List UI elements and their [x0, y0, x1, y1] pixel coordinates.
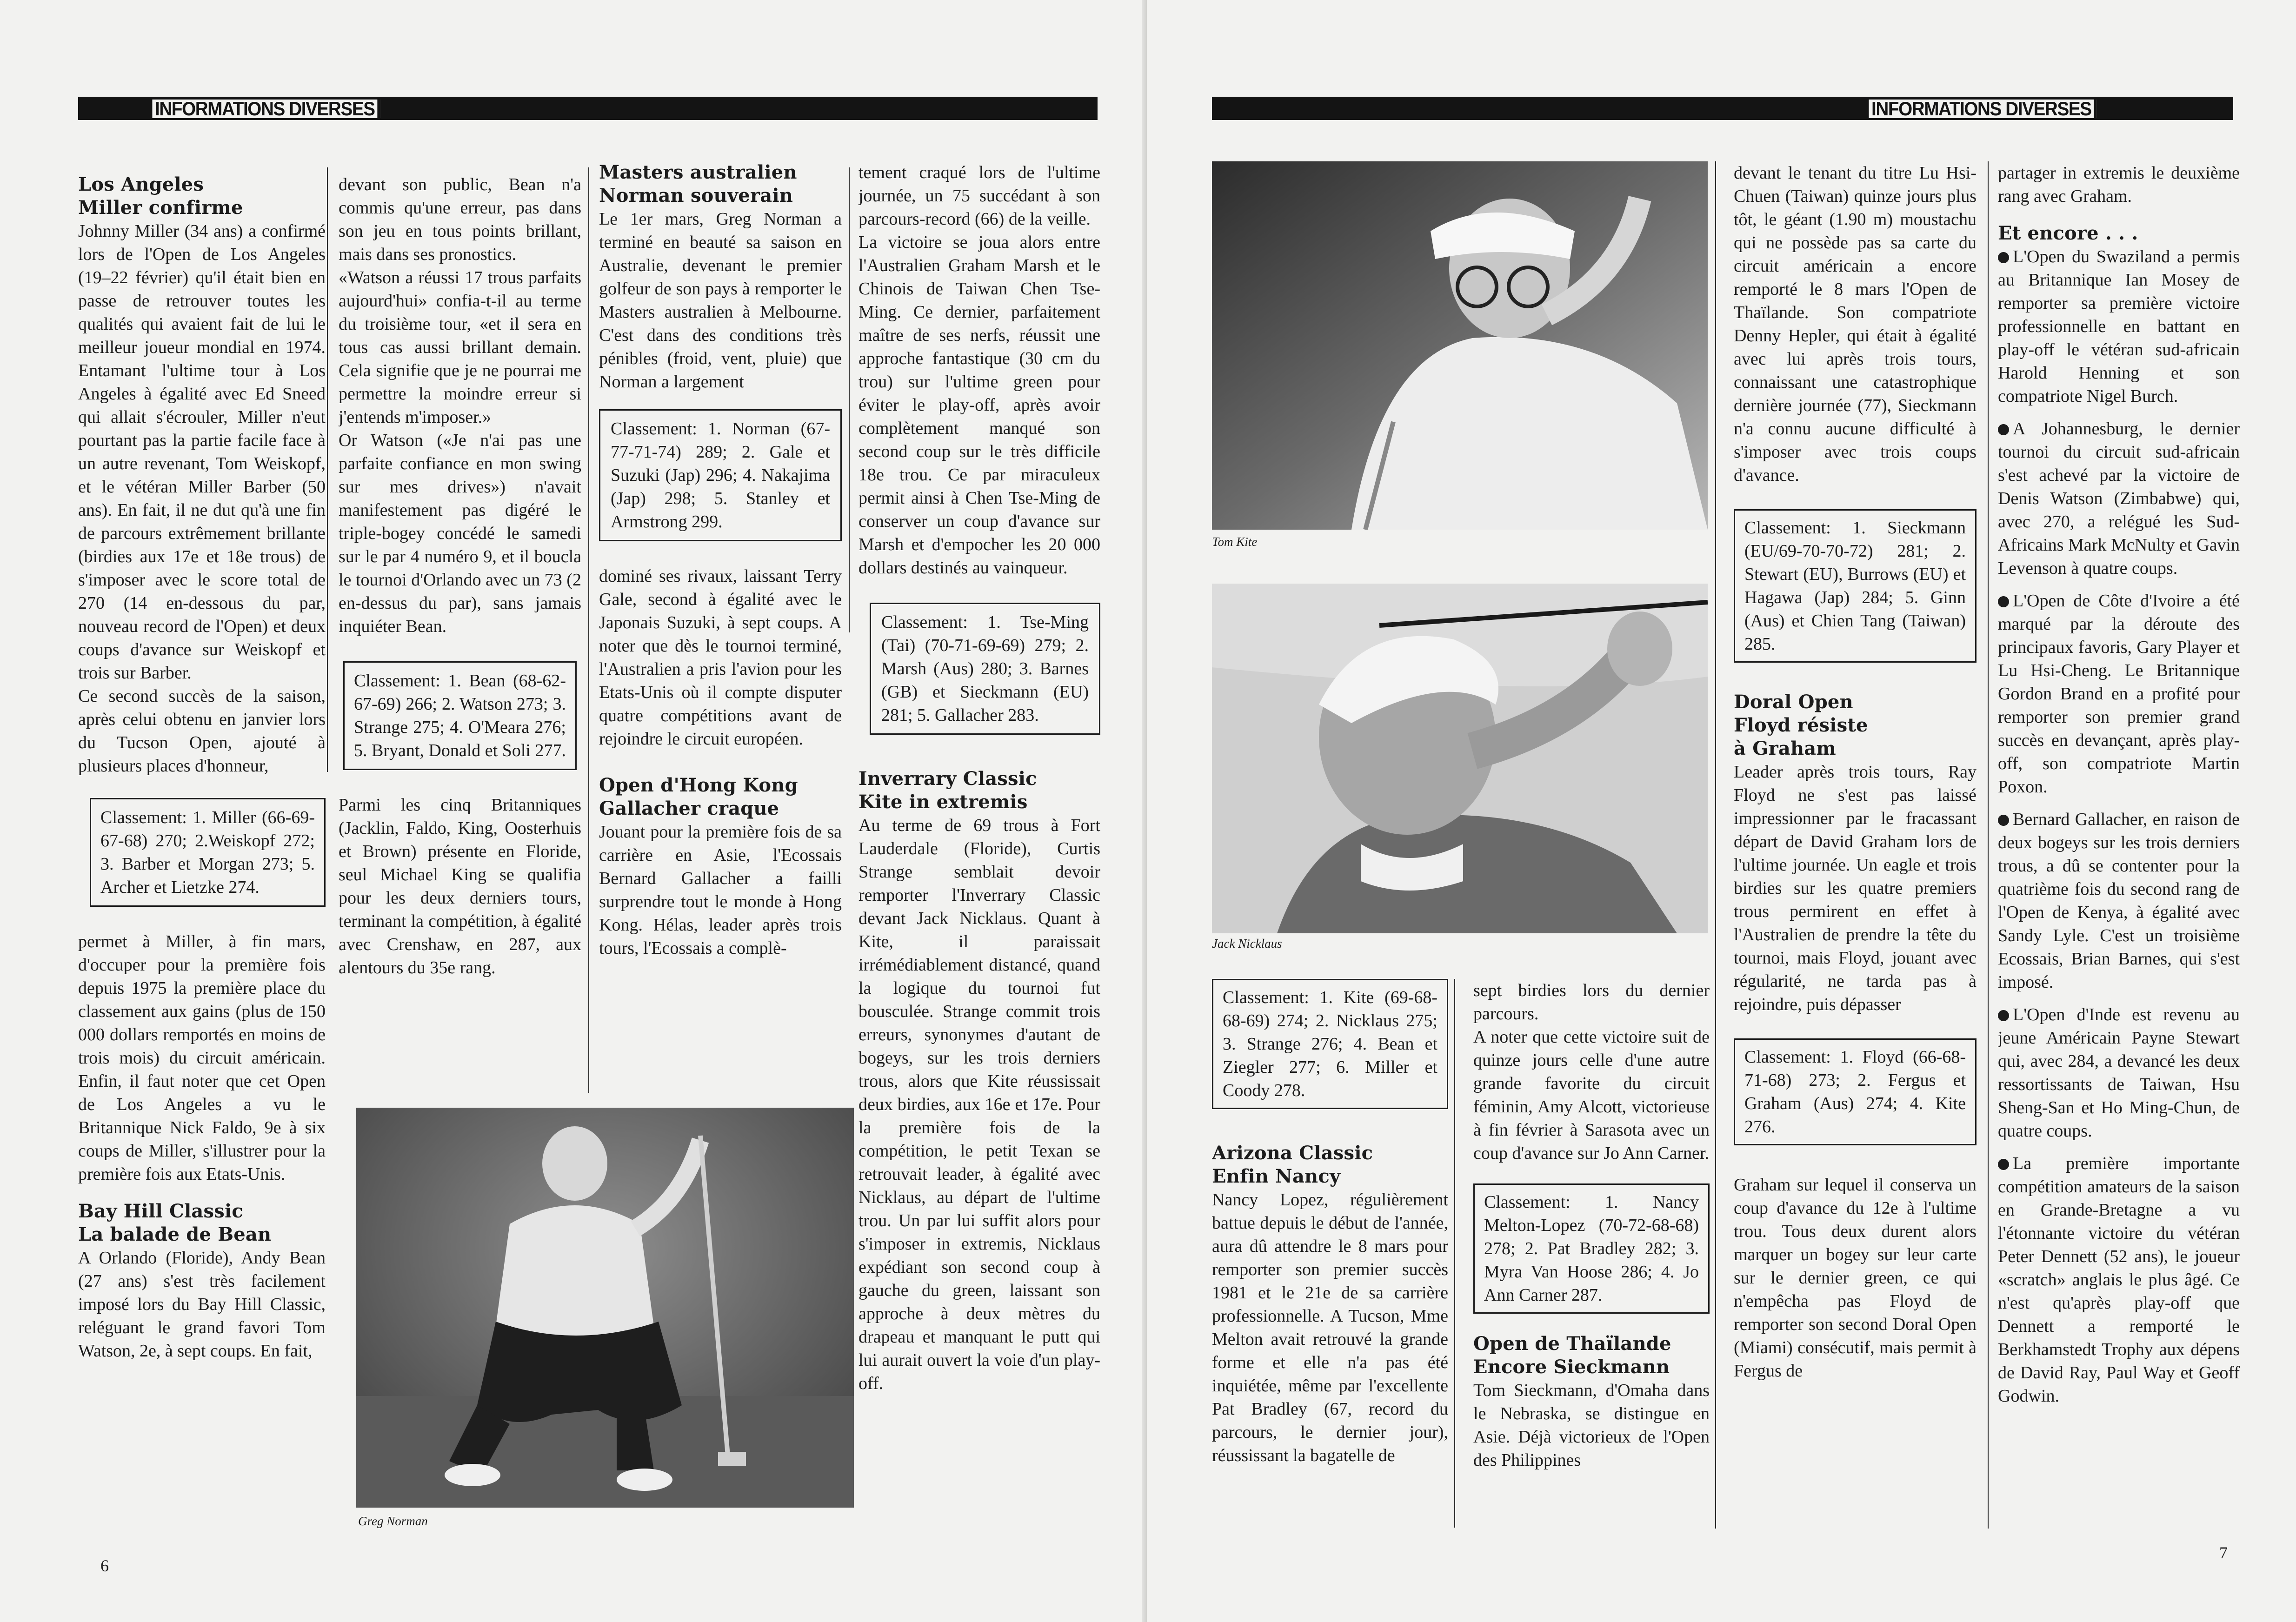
article-subheading: Miller confirme — [78, 197, 243, 219]
article-paragraph: Or Watson («Je n'ai pas une parfaite confiance en mon swing sur mes drives») n'avait manifestement pas digéré le triple-bogey concédé le samedi sur le par 4 numéro 9, et il boucla le tournoi d'Orlando avec un 73 (2 en-dessus du par), sans jamais inquiéter Bean. — [339, 431, 581, 636]
results-box: Classement: 1. Miller (66-69-67-68) 270; 2.Weiskopf 272; 3. Barber et Morgan 273; 5. Archer et Lietzke 274. — [90, 798, 326, 907]
results-box: Classement: 1. Sieckmann (EU/69-70-70-72) 281; 2. Stewart (EU), Burrows (EU) et Hagawa (Jap) 284; 5. Ginn (Aus) et Chien Tang (Taiwan) 285. — [1734, 509, 1977, 663]
results-box: Classement: 1. Tse-Ming (Tai) (70-71-69-69) 279; 2. Marsh (Aus) 280; 3. Barnes (GB) et Sieckmann (EU) 281; 5. Gallacher 283. — [870, 603, 1100, 735]
golfer-photo-nicklaus — [1212, 584, 1708, 933]
column-rule — [849, 167, 850, 632]
results-box: Classement: 1. Bean (68-62-67-69) 266; 2. Watson 273; 3. Strange 275; 4. O'Meara 276; 5. Bryant, Donald et Soli 277. — [343, 661, 577, 770]
photo-caption: Greg Norman — [358, 1514, 428, 1528]
bullet-icon — [1998, 596, 2009, 607]
article-subheading: Enfin Nancy — [1212, 1165, 1341, 1187]
left-column-1 — [78, 173, 326, 1508]
right-page — [1147, 0, 2296, 1622]
column-rule — [588, 167, 589, 1093]
left-page — [0, 0, 1147, 1622]
results-box: Classement: 1. Floyd (66-68-71-68) 273; 2. Fergus et Graham (Aus) 274; 4. Kite 276. — [1734, 1038, 1977, 1145]
article-paragraph: Nancy Lopez, régulièrement battue depuis le début de l'année, aura dû attendre le 8 mars pour remporter son premier succès 1981 et le 21e de sa carrière professionnelle. A Tucson, Mme Melton avait retrouvé la grande forme et elle n'a pas été inquiétée, même par l'excellente Pat Bradley (67, record du parcours, le dernier jour), réussissant la bagatelle de — [1212, 1190, 1448, 1465]
left-column-4 — [859, 161, 1100, 1528]
article-paragraph: Ce second succès de la saison, après celui obtenu en janvier lors du Tucson Open, ajouté à plusieurs places d'honneur, — [78, 686, 326, 776]
article-paragraph: Johnny Miller (34 ans) a confirmé lors de l'Open de Los Angeles (19–22 février) qu'il était bien en passe de retrouver toutes les qualités qui avaient fait de lui le meilleur joueur mondial en 1974. Entamant l'ultime tour à Los Angeles à égalité avec Ed Sneed qui allait s'écrouler, Miller n'eut pourtant pas la partie facile face à un autre revenant, Tom Weiskopf, et le vétéran Miller Barber (50 ans). En fait, il ne dut qu'à une fin de parcours extrêmement brillante (birdies aux 17e et 18e trous) de s'imposer avec le score total de 270 (14 en-dessous du par, nouveau record de l'Open) et deux coups d'avance sur Weiskopf et trois sur Barber. — [78, 221, 326, 683]
right-column-2 — [1473, 979, 1710, 1528]
column-rule — [1988, 161, 1989, 1529]
article-paragraph: tement craqué lors de l'ultime journée, un 75 succédant à son parcours-record (66) de la veille. — [859, 163, 1100, 229]
bullet-icon — [1998, 1010, 2009, 1021]
article-paragraph: A Orlando (Floride), Andy Bean (27 ans) s'est très facilement imposé lors du Bay Hill Classic, reléguant le grand favori Tom Watson, 2e, à sept coups. En fait, — [78, 1248, 326, 1361]
article-subheading: Encore Sieckmann — [1473, 1356, 1670, 1378]
bullet-text: L'Open du Swaziland a permis au Britannique Ian Mosey de remporter sa première victoire professionnelle en battant en play-off le vétéran sud-africain Harold Henning et son compatriote Nigel Burch. — [1998, 247, 2240, 406]
bullet-icon — [1998, 252, 2009, 263]
article-paragraph: devant le tenant du titre Lu Hsi-Chuen (Taiwan) quinze jours plus tôt, le géant (1.90 m) moustachu qui ne possède pas sa carte du circuit américain a encore remporté le 8 mars l'Open de Thaïlande. Son compatriote Denny Hepler, qui était à égalité avec lui après trois tours, connaissant une catastrophique dernière journée (77), Sieckmann n'a connu aucune difficulté à s'imposer avec trois coups d'avance. — [1734, 163, 1977, 485]
article-paragraph: «Watson a réussi 17 trous parfaits aujourd'hui» confia-t-il au terme du troisième tour, «et il sera en tous cas aussi brillant demain. Cela signifie que je ne pourrai me permettre la moindre erreur si j'entends m'imposer.» — [339, 268, 581, 427]
bulleted-paragraph — [1998, 245, 2240, 408]
article-paragraph: A noter que cette victoire suit de quinze jours celle d'une autre grande favorite du circuit féminin, Amy Alcott, victorieuse à fin février à Sarasota avec un coup d'avance sur Jo Ann Carner. — [1473, 1027, 1710, 1163]
article-paragraph: devant son public, Bean n'a commis qu'une erreur, pas dans son jeu en tous points brillant, mais dans ses pronostics. — [339, 175, 581, 264]
bulleted-paragraph — [1998, 417, 2240, 580]
golfer-photo-norman — [356, 1108, 854, 1508]
article-paragraph: Le 1er mars, Greg Norman a terminé en beauté sa saison en Australie, devenant le premier golfeur de son pays à remporter le Masters australien à Melbourne. C'est dans des conditions très pénibles (froid, vent, pluie) que Norman a largement — [599, 209, 842, 392]
article-subheading: Norman souverain — [599, 185, 793, 206]
article-heading: Open d'Hong Kong — [599, 774, 798, 796]
article-paragraph: La victoire se joua alors entre l'Australien Graham Marsh et le Chinois de Taiwan Chen Tse-Ming. Ce dernier, parfaitement maître de ses nerfs, réussit une approche fantastique (30 cm du trou) sur l'ultime green pour éviter le play-off, après avoir complètement manqué son second coup sur le très difficile 18e trou. Ce par miraculeux permit ainsi à Chen Tse-Ming de conserver un coup d'avance sur Marsh et d'empocher les 20 000 dollars destinés au vainqueur. — [859, 233, 1100, 578]
article-paragraph: Graham sur lequel il conserva un coup d'avance du 12e à l'ultime trou. Tous deux durent alors marquer un bogey sur leur carte sur le dernier green, ce qui n'empêcha pas Floyd de remporter son second Doral Open (Miami) consécutif, mais permit à Fergus de — [1734, 1175, 1977, 1381]
section-header-bar — [1212, 97, 2233, 120]
article-heading: Doral Open — [1734, 691, 1853, 713]
left-column-2 — [339, 173, 581, 1098]
article-paragraph: Parmi les cinq Britanniques (Jacklin, Faldo, King, Oosterhuis et Brown) présente en Floride, seul Michael King se qualifia pour les deux derniers tours, terminant la compétition, à égalité avec Crenshaw, en 287, aux alentours du 35e rang. — [339, 795, 581, 977]
photo-caption: Jack Nicklaus — [1212, 937, 1282, 951]
article-paragraph: partager in extremis le deuxième rang avec Graham. — [1998, 163, 2240, 206]
article-paragraph: permet à Miller, à fin mars, d'occuper pour la première fois depuis 1975 la première place du classement aux gains (plus de 150 000 dollars remportés en moins de trois mois) du circuit américain. Enfin, il faut noter que cet Open de Los Angeles a vu le Britannique Nick Faldo, 9e à six coups de Miller, s'illustrer pour la première fois aux Etats-Unis. — [78, 932, 326, 1184]
results-box: Classement: 1. Kite (69-68-68-69) 274; 2. Nicklaus 275; 3. Strange 276; 4. Bean et Ziegler 277; 6. Miller et Coody 278. — [1212, 979, 1448, 1109]
bulleted-paragraph — [1998, 808, 2240, 994]
article-heading: Inverrary Classic — [859, 768, 1037, 790]
column-rule — [1715, 161, 1716, 1529]
article-paragraph: dominé ses rivaux, laissant Terry Gale, second à égalité avec le Japonais Suzuki, à sept coups. A noter que dès le tournoi terminé, l'Australien a pris l'avion pour les Etats-Unis où il compte disputer quatre compétitions avant de rejoindre le circuit européen. — [599, 566, 842, 749]
article-subheading: à Graham — [1734, 738, 1836, 759]
article-heading: Arizona Classic — [1212, 1142, 1373, 1164]
bullet-text: L'Open d'Inde est revenu au jeune Américain Payne Stewart qui, avec 284, a devancé les deux ressortissants de Taiwan, Hsu Sheng-San et Ho Ming-Chun, de quatre coups. — [1998, 1005, 2240, 1141]
right-column-3 — [1734, 161, 1977, 1529]
article-paragraph: Tom Sieckmann, d'Omaha dans le Nebraska, se distingue en Asie. Déjà victorieux de l'Open des Philippines — [1473, 1381, 1710, 1470]
article-heading: Open de Thaïlande — [1473, 1333, 1671, 1355]
golfer-photo-kite — [1212, 161, 1708, 530]
section-header-label: INFORMATIONS DIVERSES — [149, 100, 380, 118]
page-number: 6 — [100, 1556, 109, 1575]
bullet-icon — [1998, 424, 2009, 435]
left-column-3 — [599, 161, 842, 1105]
right-column-1 — [1212, 979, 1448, 1528]
section-header-bar — [78, 97, 1098, 120]
bullet-text: Bernard Gallacher, en raison de deux bogeys sur les trois derniers trous, a dû se contenter pour la quatrième fois du second rang de l'Open de Kenya, à égalité avec Sandy Lyle. C'est un troisième Ecossais, Brian Barnes, qui s'est imposé. — [1998, 810, 2240, 992]
article-paragraph: Jouant pour la première fois de sa carrière en Asie, l'Ecossais Bernard Gallacher a failli surprendre tout le monde à Hong Kong. Hélas, leader après trois tours, l'Ecossais a complè- — [599, 822, 842, 958]
article-paragraph: Leader après trois tours, Ray Floyd ne s'est pas laissé impressionner par le fracassant départ de David Graham lors de l'ultime journée. Un eagle et trois birdies sur les quatre premiers trous permirent en effet à l'Australien de prendre la tête du tournoi, mais Floyd, jouant avec régularité, ne tarda pas à rejoindre, puis dépasser — [1734, 762, 1977, 1014]
article-subheading: Kite in extremis — [859, 791, 1028, 813]
article-paragraph: sept birdies lors du dernier parcours. — [1473, 981, 1710, 1024]
article-subheading: Floyd résiste — [1734, 714, 1868, 736]
bullet-text: L'Open de Côte d'Ivoire a été marqué par la déroute des principaux favoris, Gary Player et Lu Hsi-Cheng. Le Britannique Gordon Brand en a profité pour remporter son premier grand succès en devançant, après play-off, son compatriote Martin Poxon. — [1998, 591, 2240, 797]
article-heading: Masters australien — [599, 161, 797, 183]
bulleted-paragraph — [1998, 1152, 2240, 1408]
photo-image — [1212, 584, 1708, 933]
bullet-text: La première importante compétition amateurs de la saison en Grande-Bretagne a vu l'étonnante victoire du vétéran Peter Dennett (52 ans), le joueur «scratch» anglais le plus âgé. Ce n'est qu'après play-off que Dennett a remporté le Berkhamstedt Trophy aux dépens de David Ray, Paul Way et Geoff Godwin. — [1998, 1154, 2240, 1406]
column-rule — [327, 167, 328, 772]
article-heading: Et encore . . . — [1998, 222, 2138, 244]
bullet-icon — [1998, 815, 2009, 826]
bullet-icon — [1998, 1159, 2009, 1170]
photo-image — [1212, 161, 1708, 530]
column-rule — [1454, 979, 1455, 1528]
bulleted-paragraph — [1998, 589, 2240, 798]
article-subheading: La balade de Bean — [78, 1223, 272, 1245]
article-subheading: Gallacher craque — [599, 798, 779, 819]
results-box: Classement: 1. Norman (67-77-71-74) 289; 2. Gale et Suzuki (Jap) 296; 4. Nakajima (Jap) 298; 5. Stanley et Armstrong 299. — [599, 409, 842, 541]
photo-image — [356, 1108, 854, 1508]
results-box: Classement: 1. Nancy Melton-Lopez (70-72-68-68) 278; 2. Pat Bradley 282; 3. Myra Van Hoose 286; 4. Jo Ann Carner 287. — [1473, 1183, 1710, 1314]
bulleted-paragraph — [1998, 1003, 2240, 1143]
page-number: 7 — [2219, 1543, 2228, 1562]
bullet-text: A Johannesburg, le dernier tournoi du circuit sud-africain s'est achevé par la victoire de Denis Watson (Zimbabwe) qui, avec 270, a relégué les Sud-Africains Mark McNulty et Gavin Levenson à quatre coups. — [1998, 419, 2240, 578]
article-paragraph: Au terme de 69 trous à Fort Lauderdale (Floride), Curtis Strange semblait devoir remporter l'Inverrary Classic devant Jack Nicklaus. Quant à Kite, il paraissait irrémédiablement distancé, quand la logique du tournoi fut bousculée. Strange commit trois erreurs, synonymes d'autant de bogeys, sur les trois derniers trous, alors que Kite réussissait deux birdies, aux 16e et 17e. Pour la première fois de la compétition, le petit Texan se retrouvait leader, à égalité avec Nicklaus, au départ de l'ultime trou. Un par lui suffit alors pour s'imposer in extremis, Nicklaus expédiant son second coup à gauche du green, laissant son approche à deux mètres du drapeau et manquant le putt qui lui aurait ouvert la voie d'un play-off. — [859, 816, 1100, 1393]
photo-caption: Tom Kite — [1212, 535, 1258, 549]
section-header-label: INFORMATIONS DIVERSES — [1866, 100, 2097, 118]
article-heading: Bay Hill Classic — [78, 1200, 243, 1222]
article-heading: Los Angeles — [78, 173, 204, 195]
right-column-4 — [1998, 161, 2240, 1529]
